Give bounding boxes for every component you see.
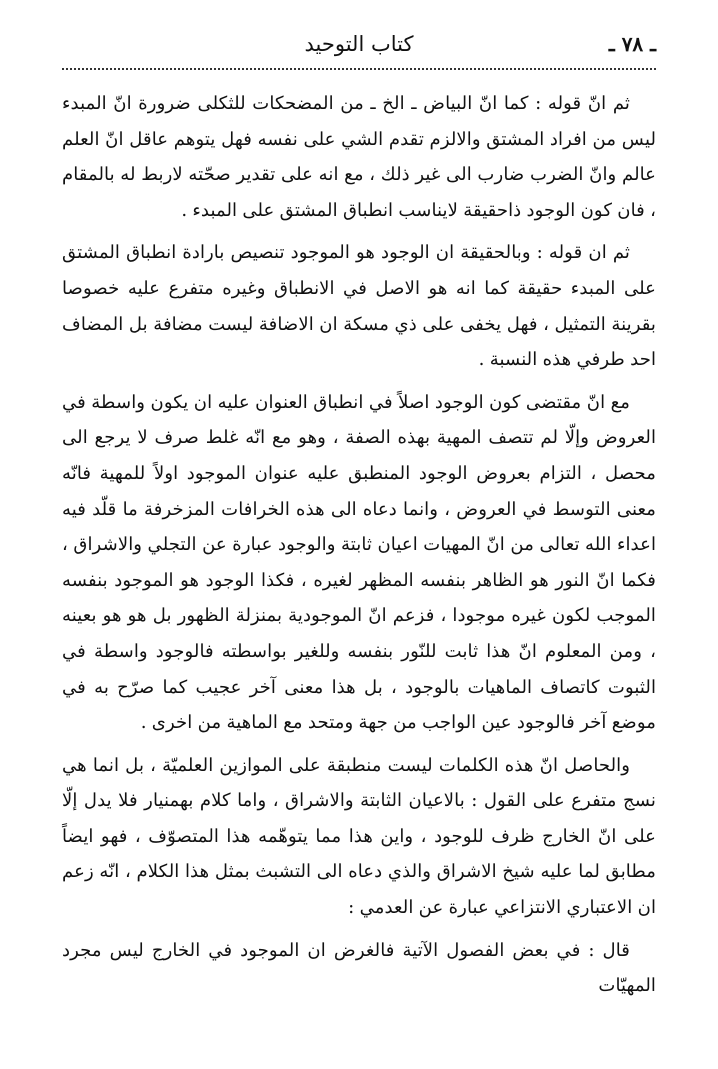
paragraph: والحاصل انّ هذه الكلمات ليست منطبقة على الموازين العلميّة ، بل انما هي نسج متفرع على القول : بالاعيان الثابتة والاشراق ، واما كلام بهمنيار فلا يدل إلّا على انّ الخارج ظرف للوجود ، واين هذا مما يتوهّمه هذا المتصوّف ، فهو ايضاً مطابق لما عليه شيخ الاشراق والذي دعاه الى التشبث بمثل هذا الكلام ، انّه زعم ان الاعتباري الانتزاعي عبارة عن العدمي : (62, 754, 656, 919)
paragraph: قال : في بعض الفصول الآتية فالغرض ان الموجود في الخارج ليس مجرد المهيّات (62, 939, 656, 997)
paragraph: ثم انّ قوله : كما انّ البياض ـ الخ ـ من المضحكات للثكلى ضرورة انّ المبدء ليس من افراد المشتق والالزم تقدم الشي على نفسه فهل يتوهم عاقل انّ العلم عالم وانّ الضرب ضارب الى غير ذلك ، مع انه على تقدير صحّته لاربط له بالمقام ، فان كون الوجود ذاحقيقة لايناسب انطباق المشتق على المبدء . (62, 93, 656, 221)
page-number: ـ ٧٨ ـ (608, 32, 656, 56)
page-body (62, 86, 656, 1004)
header-divider (62, 68, 656, 70)
paragraph: ثم ان قوله : وبالحقيقة ان الوجود هو الموجود تنصيص بارادة انطباق المشتق على المبدء حقيقة كما انه هو الاصل في الانطباق وغيره متفرع عليه خصوصا بقرينة التمثيل ، فهل يخفى على ذي مسكة ان الاضافة ليست مضافة بل المضاف احد طرفي هذه النسبة . (62, 242, 656, 371)
paragraph: مع انّ مقتضى كون الوجود اصلاً في انطباق العنوان عليه ان يكون واسطة في العروض وإلّا لم تتصف المهية بهذه الصفة ، وهو مع انّه غلط صرف لا يرجع الى محصل ، التزام بعروض الوجود المنطبق عليه عنوان الموجود اولاً للمهية فانّه معنى التوسط في العروض ، وانما دعاه الى هذه الخرافات المزخرفة ما قلّد فيه اعداء الله تعالى من انّ المهيات اعيان ثابتة والوجود عبارة عن التجلي والاشراق ، فكما انّ النور هو الظاهر بنفسه المظهر لغيره ، فكذا الوجود هو الموجود بنفسه الموجب لكون غيره موجودا ، فزعم انّ الموجودية بمنزلة الظهور بل هو هو بعينه ، ومن المعلوم انّ هذا ثابت للنّور بنفسه وللغير بواسطته فالوجود واسطة في الثبوت كاتصاف الماهيات بالوجود ، بل هذا معنى آخر عجيب كما صرّح به في موضع آخر فالوجود عين الواجب من جهة ومتحد مع الماهية من اخرى . (62, 391, 656, 734)
book-title: كتاب التوحيد (304, 32, 414, 56)
page-header (62, 28, 656, 68)
